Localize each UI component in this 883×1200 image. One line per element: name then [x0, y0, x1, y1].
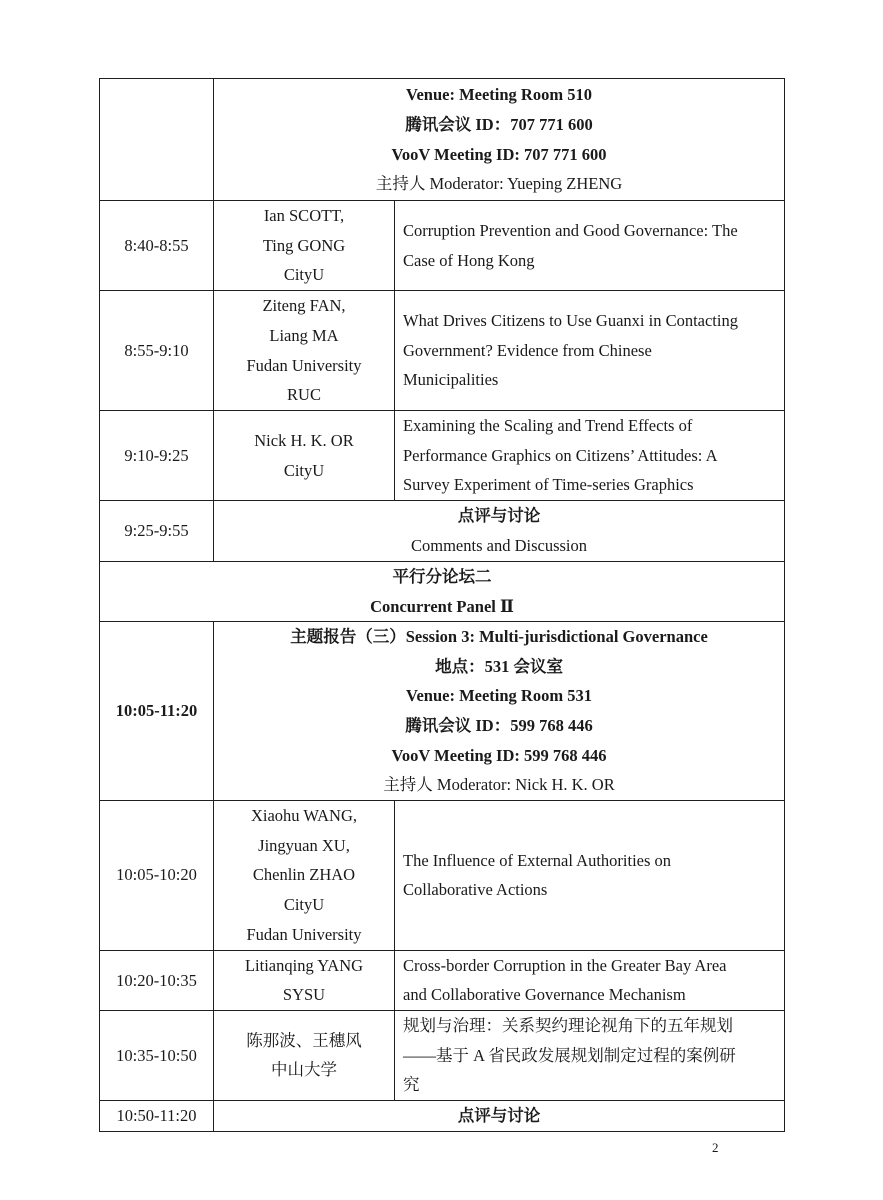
- discussion-cell: [214, 501, 785, 562]
- talk-row: [100, 950, 785, 1010]
- talk-row: [100, 411, 785, 501]
- talk-time: 8:40-8:55: [100, 201, 214, 291]
- author-line: Litianqing YANG: [244, 955, 364, 975]
- affiliation-line: CityU: [283, 895, 325, 915]
- affiliation-line: CityU: [283, 265, 325, 285]
- session2-header-cell: [214, 79, 785, 201]
- venue: Venue: Meeting Room 510: [406, 85, 592, 105]
- talk-authors: [214, 1010, 395, 1100]
- talk-authors: [214, 291, 395, 411]
- affiliation-line: RUC: [287, 385, 321, 405]
- panel-cell: [100, 562, 785, 622]
- session-title: 主题报告（三）Session 3: Multi-jurisdictional Governance: [290, 627, 708, 647]
- empty-time-cell: [100, 79, 214, 201]
- title-line: Corruption Prevention and Good Governance: The: [403, 220, 738, 240]
- tencent-meeting-id: 腾讯会议 ID：599 768 446: [405, 715, 593, 735]
- author-line: Ziteng FAN,: [262, 296, 346, 316]
- title-line: Survey Experiment of Time-series Graphics: [403, 475, 694, 495]
- title-line: and Collaborative Governance Mechanism: [403, 985, 686, 1005]
- talk-title: [395, 201, 785, 291]
- affiliation-line: SYSU: [282, 985, 326, 1005]
- author-line: Jingyuan XU,: [258, 835, 350, 855]
- title-line: Cross-border Corruption in the Greater Bay Area: [403, 955, 727, 975]
- talk-time: 10:20-10:35: [100, 950, 214, 1010]
- talk-time: 10:05-10:20: [100, 800, 214, 950]
- discussion-title-cn: 点评与讨论: [214, 1100, 785, 1131]
- author-line: Ting GONG: [262, 235, 346, 255]
- talk-title: [395, 291, 785, 411]
- title-line: Performance Graphics on Citizens’ Attitudes: A: [403, 445, 718, 465]
- affiliation-line: Fudan University: [246, 355, 362, 375]
- affiliation-line: 中山大学: [271, 1060, 337, 1080]
- venue: Venue: Meeting Room 531: [406, 686, 592, 706]
- discussion-title-cn: 点评与讨论: [457, 506, 541, 526]
- talk-authors: [214, 950, 395, 1010]
- schedule-table: [99, 78, 785, 1132]
- talk-title: [395, 411, 785, 501]
- title-line: Collaborative Actions: [403, 880, 548, 900]
- talk-title: [395, 950, 785, 1010]
- talk-row: [100, 201, 785, 291]
- title-line: 究: [403, 1075, 420, 1095]
- affiliation-line: Fudan University: [246, 924, 362, 944]
- location-cn: 地点：531 会议室: [435, 656, 563, 676]
- talk-authors: [214, 800, 395, 950]
- voov-meeting-id: VooV Meeting ID: 707 771 600: [391, 144, 607, 164]
- talk-title: [395, 1010, 785, 1100]
- page-number: 2: [712, 1140, 719, 1155]
- talk-row: [100, 1010, 785, 1100]
- talk-row: [100, 291, 785, 411]
- talk-time: 8:55-9:10: [100, 291, 214, 411]
- talk-authors: [214, 411, 395, 501]
- panel-title-cn: 平行分论坛二: [392, 567, 492, 586]
- talk-row: [100, 800, 785, 950]
- tencent-meeting-id: 腾讯会议 ID：707 771 600: [405, 114, 593, 134]
- session2-header-row: [100, 79, 785, 201]
- discussion-row: [100, 1100, 785, 1131]
- panel-title-en: Concurrent Panel Ⅱ: [370, 596, 514, 616]
- author-line: 陈那波、王穗风: [246, 1030, 362, 1050]
- moderator: 主持人 Moderator: Nick H. K. OR: [383, 775, 615, 795]
- session3-header-cell: [214, 622, 785, 801]
- author-line: Nick H. K. OR: [254, 430, 354, 450]
- title-line: Government? Evidence from Chinese: [403, 340, 652, 360]
- author-line: Ian SCOTT,: [263, 206, 345, 226]
- discussion-time: 10:50-11:20: [100, 1100, 214, 1131]
- title-line: Municipalities: [403, 370, 499, 390]
- title-line: Case of Hong Kong: [403, 250, 535, 270]
- discussion-title-en: Comments and Discussion: [411, 536, 587, 555]
- discussion-time: 9:25-9:55: [100, 501, 214, 562]
- author-line: Chenlin ZHAO: [252, 865, 356, 885]
- title-line: Examining the Scaling and Trend Effects of: [403, 416, 693, 436]
- title-line: What Drives Citizens to Use Guanxi in Contacting: [403, 311, 738, 331]
- session3-time: 10:05-11:20: [100, 622, 214, 801]
- talk-time: 10:35-10:50: [100, 1010, 214, 1100]
- title-line: ——基于 A 省民政发展规划制定过程的案例研: [403, 1045, 736, 1065]
- discussion-row: [100, 501, 785, 562]
- session3-header-row: [100, 622, 785, 801]
- title-line: The Influence of External Authorities on: [403, 850, 672, 870]
- author-line: Xiaohu WANG,: [250, 806, 358, 826]
- moderator: 主持人 Moderator: Yueping ZHENG: [375, 174, 623, 194]
- author-line: Liang MA: [269, 325, 339, 345]
- talk-time: 9:10-9:25: [100, 411, 214, 501]
- title-line: 规划与治理：关系契约理论视角下的五年规划: [403, 1016, 733, 1036]
- affiliation-line: CityU: [283, 460, 325, 480]
- talk-authors: [214, 201, 395, 291]
- voov-meeting-id: VooV Meeting ID: 599 768 446: [391, 745, 607, 765]
- talk-title: [395, 800, 785, 950]
- panel-row: [100, 562, 785, 622]
